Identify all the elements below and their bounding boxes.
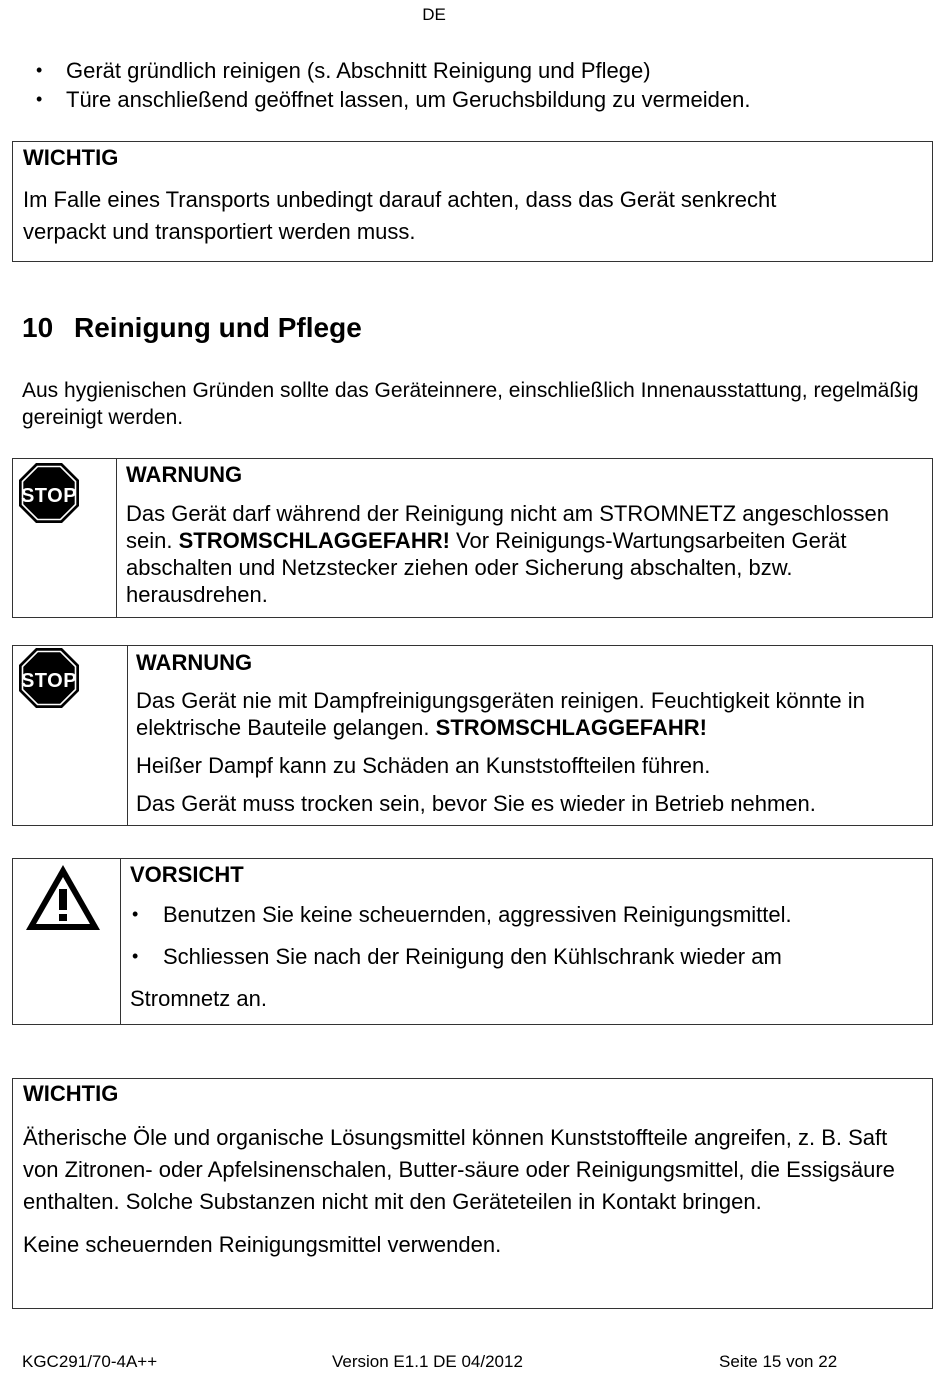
stop-sign-label: STOP bbox=[20, 485, 78, 507]
footer-version: Version E1.1 DE 04/2012 bbox=[332, 1352, 523, 1371]
caution-content bbox=[130, 861, 925, 1012]
important-box-title: WICHTIG bbox=[23, 145, 119, 170]
page-language-header: DE bbox=[422, 5, 446, 24]
bullet-icon: • bbox=[36, 89, 43, 109]
section-number: 10 bbox=[22, 312, 54, 343]
stop-sign-label: STOP bbox=[20, 670, 78, 692]
warning-title: WARNUNG bbox=[136, 650, 253, 675]
bullet-icon: • bbox=[132, 904, 139, 924]
warning-paragraph bbox=[136, 687, 926, 741]
warning-icon-cell bbox=[13, 459, 117, 617]
important-box-text: Im Falle eines Transports unbedingt darauf achten, dass das Gerät senkrecht verpackt und transportiert werden muss. bbox=[23, 187, 777, 244]
section-heading bbox=[22, 312, 362, 344]
footer-model: KGC291/70-4A++ bbox=[22, 1352, 158, 1371]
warning-text bbox=[126, 500, 926, 608]
warning-title: WARNUNG bbox=[126, 462, 243, 487]
warning-paragraph: Das Gerät muss trocken sein, bevor Sie es wieder in Betrieb nehmen. bbox=[136, 791, 816, 816]
warning-triangle-icon bbox=[23, 861, 103, 933]
important-box bbox=[12, 1078, 933, 1309]
warning-text-part: Das Gerät nie mit Dampfreinigungsgeräten reinigen. Feuchtigkeit könnte in elektrische Bauteile gelangen. bbox=[136, 688, 865, 740]
important-box-text: Keine scheuernden Reinigungsmittel verwenden. bbox=[23, 1232, 502, 1257]
top-bullet-list bbox=[22, 56, 922, 114]
stop-sign-icon bbox=[17, 461, 81, 525]
list-item bbox=[130, 901, 925, 928]
section-title: Reinigung und Pflege bbox=[74, 312, 362, 343]
warning-content bbox=[126, 461, 926, 608]
important-box-text: Ätherische Öle und organische Lösungsmittel können Kunststoffteile angreifen, z. B. Saft von Zitronen- oder Apfelsinenschalen, Butter-säure oder Reinigungsmittel, die Essigsäure enthalten. Solche Substanzen nicht mit den Geräteteilen in Kontakt bringen. bbox=[23, 1125, 895, 1214]
section-intro: Aus hygienischen Gründen sollte das Geräteinnere, einschließlich Innenausstattung, regelmäßig gereinigt werden. bbox=[22, 379, 919, 429]
list-item bbox=[130, 943, 925, 970]
stop-sign-icon bbox=[17, 646, 81, 710]
bullet-icon: • bbox=[36, 60, 43, 80]
list-item-text: Benutzen Sie keine scheuernden, aggressiven Reinigungsmittel. bbox=[163, 902, 792, 927]
footer-page-number: Seite 15 von 22 bbox=[719, 1352, 838, 1371]
bullet-icon: • bbox=[132, 946, 139, 966]
list-item-text: Gerät gründlich reinigen (s. Abschnitt Reinigung und Pflege) bbox=[66, 58, 651, 83]
warning-text-emphasis: STROMSCHLAGGEFAHR! bbox=[435, 715, 707, 740]
list-item-continuation: Stromnetz an. bbox=[130, 986, 267, 1011]
warning-icon-cell bbox=[13, 646, 128, 825]
list-item-text: Schliessen Sie nach der Reinigung den Kühlschrank wieder am bbox=[163, 944, 782, 969]
list-item bbox=[0, 85, 922, 114]
list-item bbox=[0, 56, 922, 85]
warning-text-emphasis: STROMSCHLAGGEFAHR! bbox=[178, 528, 450, 553]
warning-box bbox=[12, 645, 933, 826]
warning-text-part: Das Gerät darf während der Reinigung nicht am STROMNETZ angeschlossen sein. bbox=[126, 501, 890, 553]
caution-title: VORSICHT bbox=[130, 862, 244, 887]
warning-paragraph: Heißer Dampf kann zu Schäden an Kunststoffteilen führen. bbox=[136, 753, 711, 778]
warning-text-part: Vor Reinigungs-Wartungsarbeiten Gerät abschalten und Netzstecker ziehen oder Sicherung abschalten, bzw. herausdrehen. bbox=[126, 528, 847, 607]
caution-box bbox=[12, 858, 933, 1025]
warning-box bbox=[12, 458, 933, 618]
caution-icon-cell bbox=[13, 859, 121, 1024]
warning-content bbox=[136, 649, 926, 817]
list-item-text: Türe anschließend geöffnet lassen, um Geruchsbildung zu vermeiden. bbox=[66, 87, 751, 112]
important-box-title: WICHTIG bbox=[23, 1081, 119, 1106]
important-box bbox=[12, 141, 933, 262]
